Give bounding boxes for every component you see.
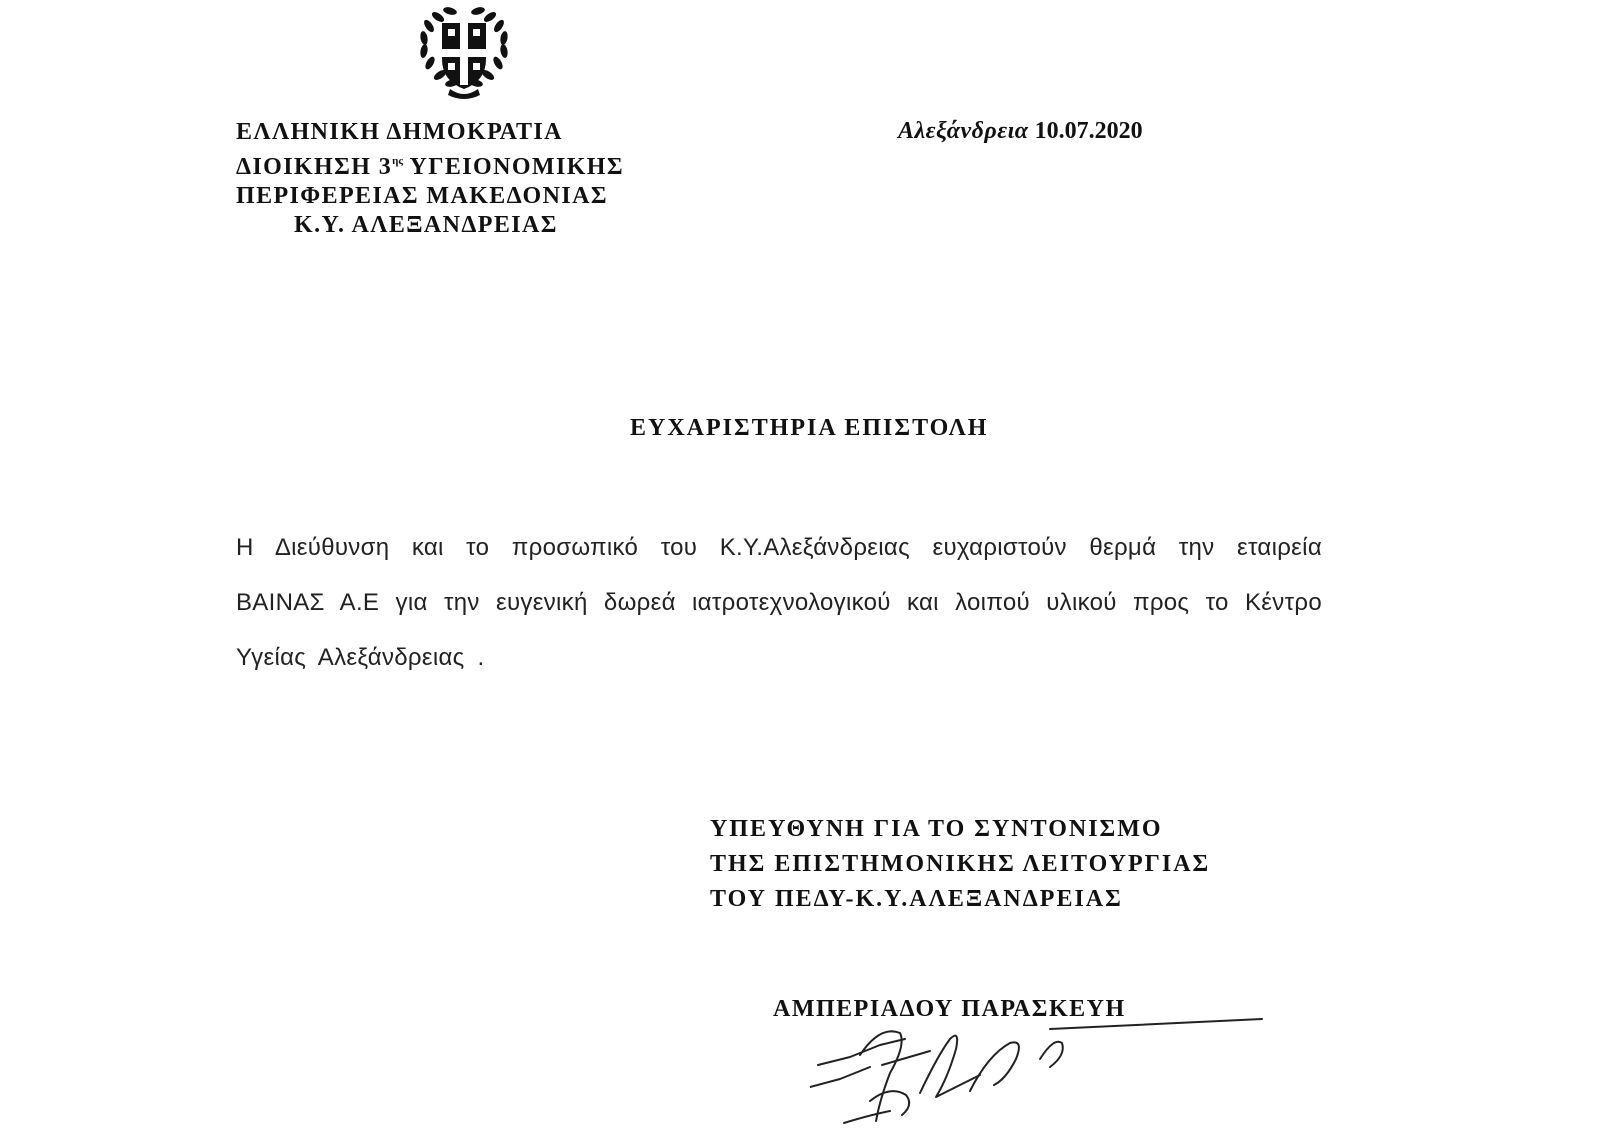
header-line-1: ΕΛΛΗΝΙΚΗ ΔΗΜΟΚΡΑΤΙΑ xyxy=(236,119,563,145)
issuer-header xyxy=(236,118,624,240)
handwritten-signature-icon xyxy=(810,1015,1270,1135)
letter-body: Η Διεύθυνση και το προσωπικό του Κ.Υ.Αλεξάνδρειας ευχαριστούν θερμά την εταιρεία ΒΑΙΝΑΣ Α.Ε για την ευγενική δωρεά ιατροτεχνολογικού και λοιπού υλικού προς το Κέντρο Υγείας Αλεξάνδρειας . xyxy=(236,534,1322,671)
letter-date xyxy=(898,118,1143,145)
header-line-2 xyxy=(236,147,624,182)
header-line-2-rest: ΥΓΕΙΟΝΟΜΙΚΗΣ xyxy=(402,154,624,180)
date-value: 10.07.2020 xyxy=(1034,118,1143,144)
greek-coat-of-arms-icon xyxy=(410,3,518,103)
header-line-2-superscript: ης xyxy=(392,155,403,167)
header-line-3: ΠΕΡΙΦΕΡΕΙΑΣ ΜΑΚΕΔΟΝΙΑΣ xyxy=(236,183,608,209)
header-line-2-main: ΔΙΟΙΚΗΣΗ 3 xyxy=(236,154,393,180)
signer-title-line-2: ΤΗΣ ΕΠΙΣΤΗΜΟΝΙΚΗΣ ΛΕΙΤΟΥΡΓΙΑΣ xyxy=(710,851,1211,877)
signer-name: ΑΜΠΕΡΙΑΔΟΥ ΠΑΡΑΣΚΕΥΗ xyxy=(773,996,1126,1022)
header-line-4: Κ.Υ. ΑΛΕΞΑΝΔΡΕΙΑΣ xyxy=(294,212,558,238)
signer-title-block xyxy=(710,812,1210,917)
signer-title-line-3: ΤΟΥ ΠΕΔΥ-Κ.Υ.ΑΛΕΞΑΝΔΡΕΙΑΣ xyxy=(710,886,1123,912)
signer-title-line-1: ΥΠΕΥΘΥΝΗ ΓΙΑ ΤΟ ΣΥΝΤΟΝΙΣΜΟ xyxy=(710,816,1163,842)
date-place: Αλεξάνδρεια xyxy=(898,118,1029,144)
letter-title: ΕΥΧΑΡΙΣΤΗΡΙΑ ΕΠΙΣΤΟΛΗ xyxy=(630,415,989,441)
